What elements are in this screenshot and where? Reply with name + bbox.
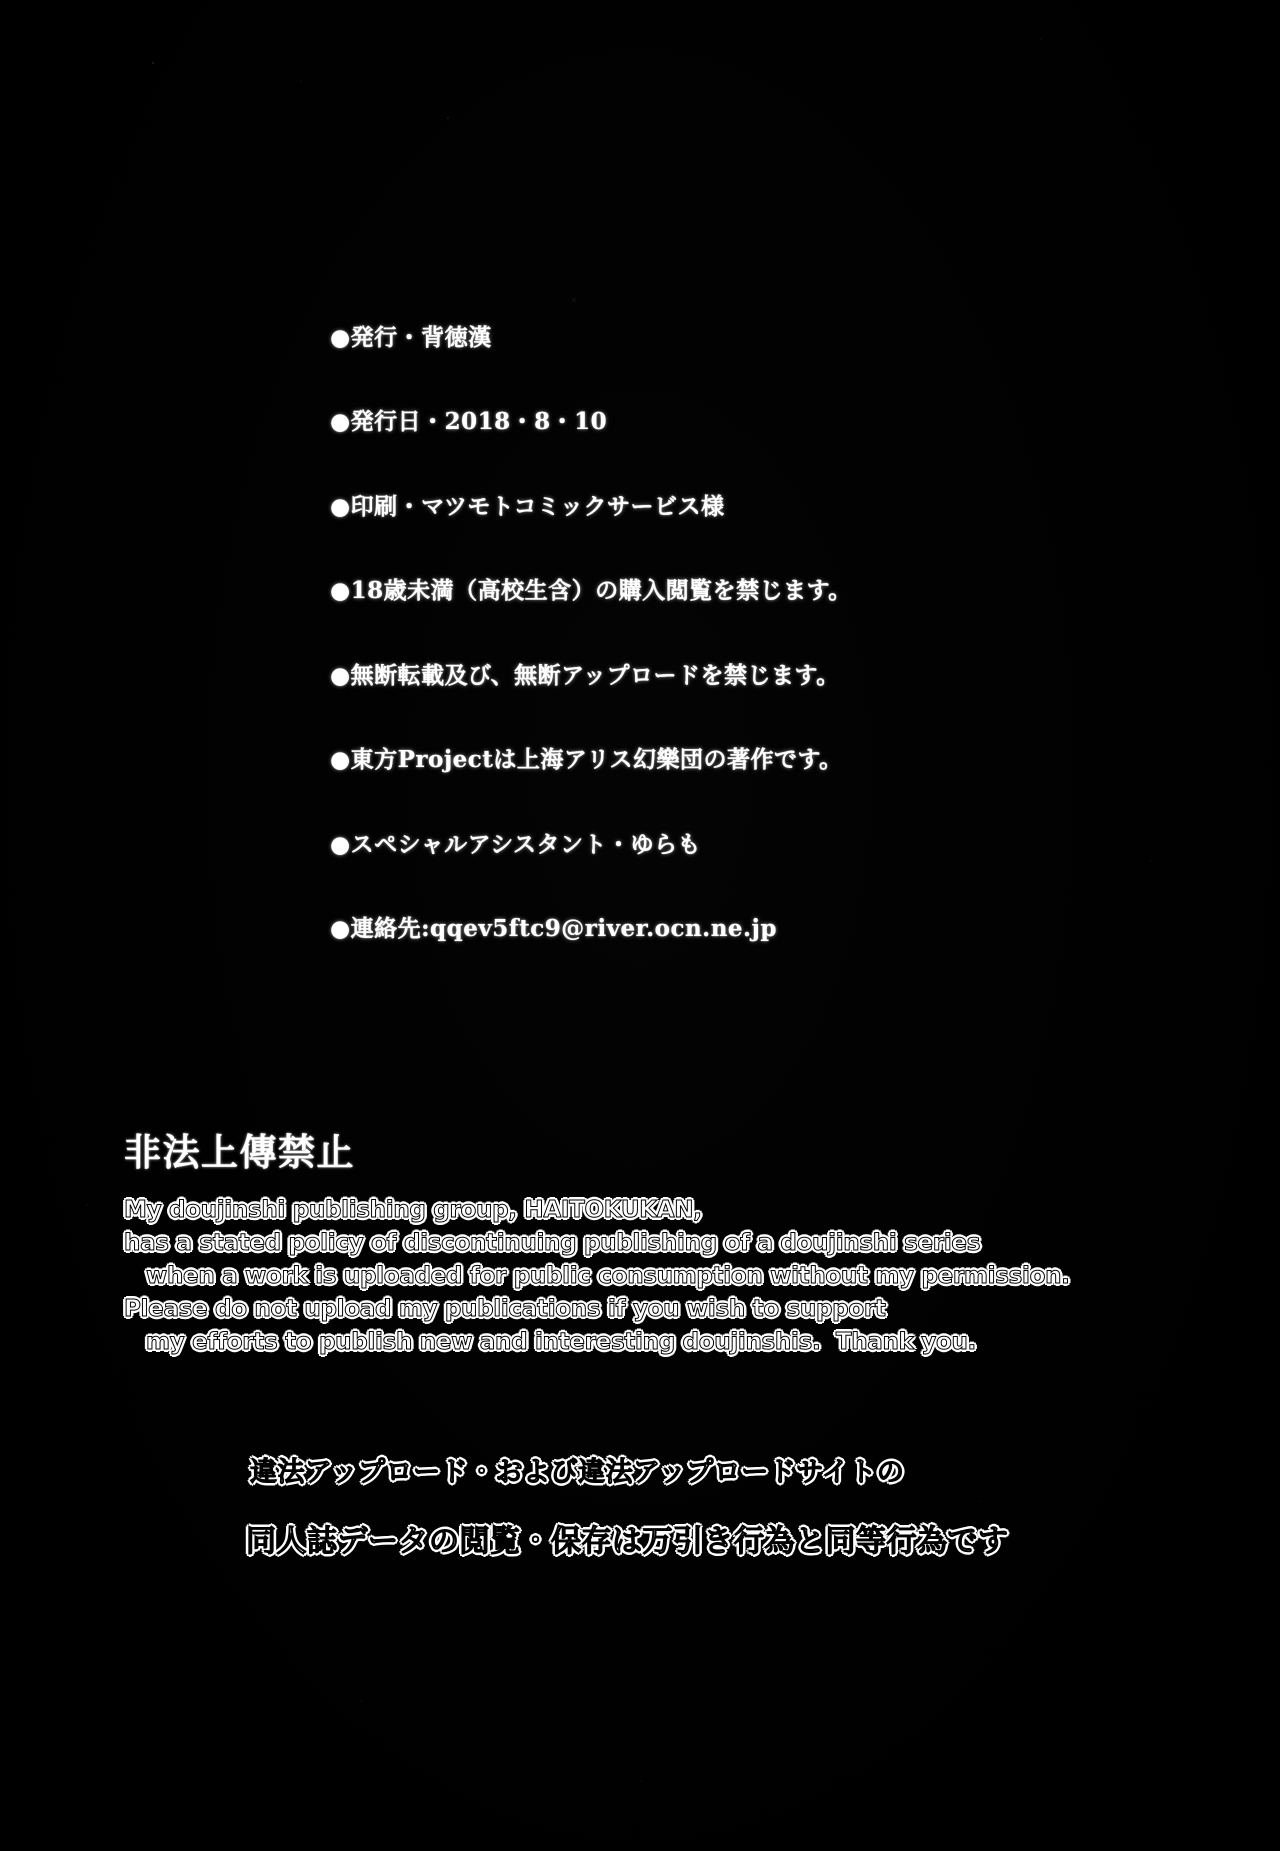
colophon-line-assistant: ●スペシャルアシスタント・ゆらも	[330, 830, 701, 858]
upload-prohibition-heading: 非法上傳禁止	[124, 1131, 355, 1174]
english-policy-paragraph	[124, 1194, 1070, 1359]
colophon-line-age-restriction: ●18歳未満（高校生含）の購入閲覧を禁じます。	[330, 577, 852, 605]
colophon-line-publish-date: ●発行日・2018・8・10	[330, 408, 608, 436]
english-policy-line: Please do not upload my publications if you wish to support	[124, 1296, 886, 1322]
colophon-line-printer: ●印刷・マツモトコミックサービス様	[330, 492, 725, 520]
colophon-line-copyright: ●東方Projectは上海アリス幻樂団の著作です。	[330, 746, 843, 774]
colophon-line-no-reupload: ●無断転載及び、無断アップロードを禁じます。	[330, 661, 840, 689]
colophon-line-publisher: ●発行・背徳漢	[330, 323, 492, 351]
upload-warning-line: 違法アップロード・および違法アップロードサイトの	[250, 1457, 905, 1488]
english-policy-line: when a work is uploaded for public consumption without my permission.	[146, 1263, 1070, 1289]
scan-noise	[0, 0, 2, 2]
upload-warning-line: 同人誌データの閲覧・保存は万引き行為と同等行為です	[246, 1524, 1009, 1559]
colophon-section	[330, 293, 852, 969]
english-policy-line: My doujinshi publishing group, HAITOKUKAN,	[124, 1197, 702, 1223]
english-policy-line: has a stated policy of discontinuing publishing of a doujinshi series	[124, 1230, 981, 1256]
colophon-line-contact-email: ●連絡先:qqev5ftc9@river.ocn.ne.jp	[330, 915, 777, 943]
english-policy-line: my efforts to publish new and interesting doujinshis. Thank you.	[146, 1329, 976, 1355]
